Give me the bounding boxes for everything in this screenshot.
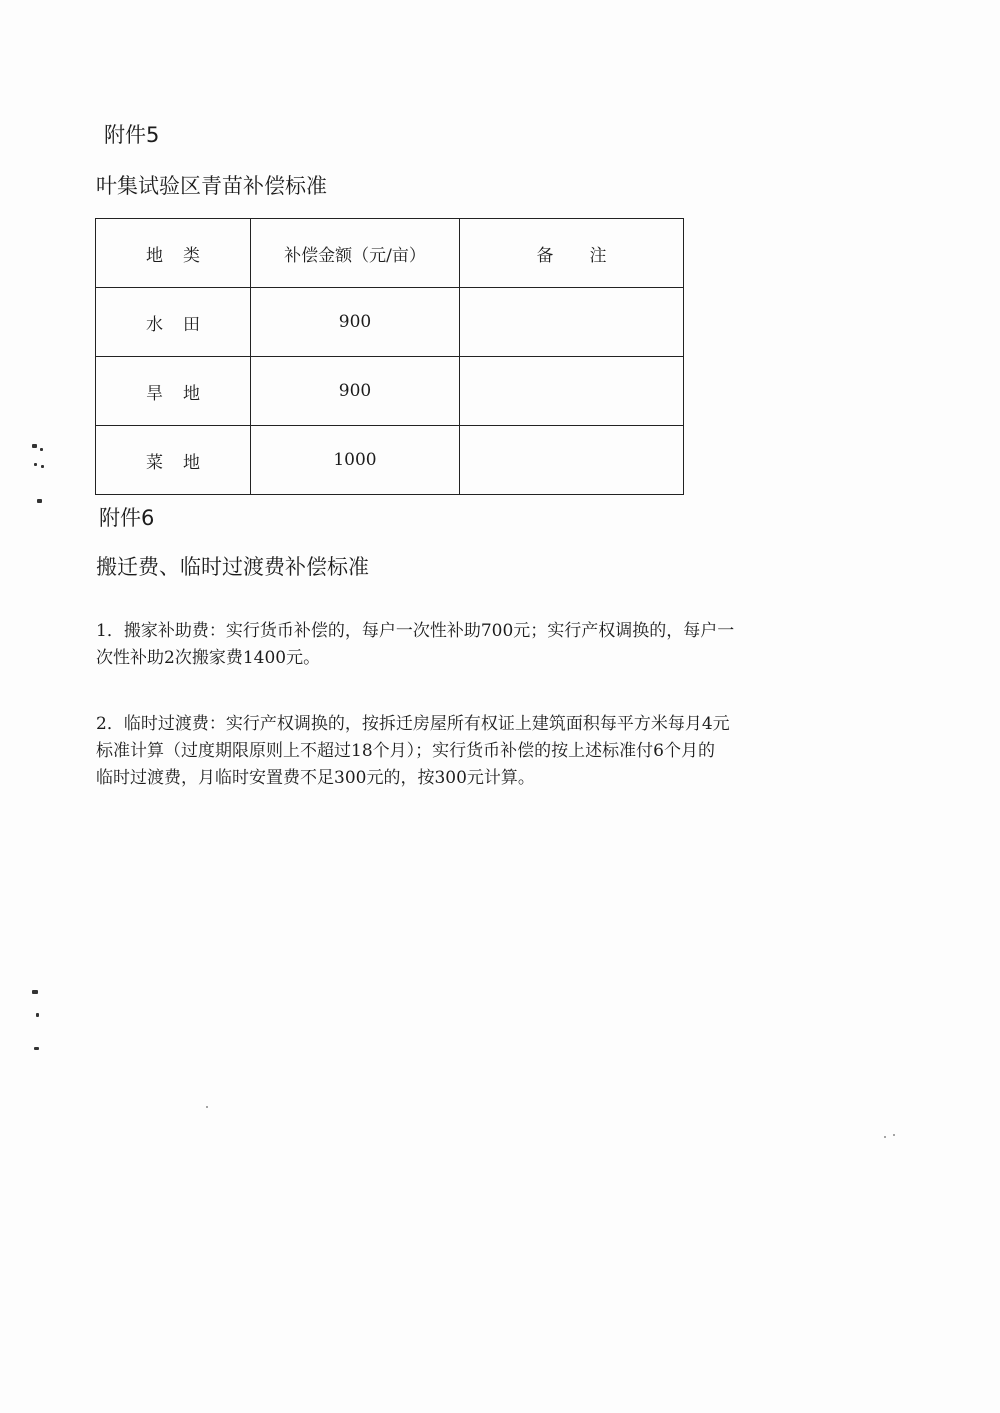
cell-land-type <box>96 357 251 426</box>
land-type-char-2: 田 <box>183 314 200 335</box>
table-row <box>96 357 684 426</box>
scan-speck <box>34 463 37 466</box>
scan-speck <box>32 444 37 448</box>
scan-speck <box>884 1136 886 1138</box>
land-type-char-2: 地 <box>183 452 200 473</box>
attachment-6-title: 搬迁费、临时过渡费补偿标准 <box>96 555 369 579</box>
cell-land-type <box>96 426 251 495</box>
scan-speck <box>206 1106 208 1108</box>
header-land-type-char-1: 地 <box>146 245 163 266</box>
scan-speck <box>893 1134 895 1136</box>
scan-speck <box>34 1047 39 1050</box>
paragraph-line: 次性补助2次搬家费1400元。 <box>96 648 321 668</box>
paragraph-moving-subsidy <box>96 618 856 672</box>
header-note-char-1: 备 <box>536 245 554 266</box>
paragraph-transition-fee <box>96 711 856 792</box>
cell-note <box>460 426 684 495</box>
cell-note <box>460 357 684 426</box>
scan-speck <box>37 499 42 503</box>
header-note <box>460 219 684 288</box>
table-row <box>96 426 684 495</box>
header-note-char-2: 注 <box>589 245 607 266</box>
attachment-6-label: 附件6 <box>99 506 155 530</box>
paragraph-line: 2．临时过渡费：实行产权调换的，按拆迁房屋所有权证上建筑面积每平方米每月4元 <box>96 714 730 734</box>
cell-amount: 900 <box>251 357 460 426</box>
land-type-char-2: 地 <box>183 383 200 404</box>
cell-amount: 900 <box>251 288 460 357</box>
land-type-char-1: 水 <box>146 314 163 335</box>
attachment-5-title: 叶集试验区青苗补偿标准 <box>96 174 327 198</box>
table-header-row <box>96 219 684 288</box>
scan-speck <box>36 1013 39 1017</box>
header-land-type <box>96 219 251 288</box>
paragraph-line: 临时过渡费，月临时安置费不足300元的，按300元计算。 <box>96 768 535 788</box>
cell-land-type <box>96 288 251 357</box>
cell-note <box>460 288 684 357</box>
cell-amount: 1000 <box>251 426 460 495</box>
scan-speck <box>40 448 43 451</box>
paragraph-line: 标准计算（过度期限原则上不超过18个月）；实行货币补偿的按上述标准付6个月的 <box>96 741 715 761</box>
table-row <box>96 288 684 357</box>
scan-speck <box>32 990 38 994</box>
header-amount: 补偿金额（元/亩） <box>251 219 460 288</box>
compensation-table <box>95 218 684 495</box>
land-type-char-1: 菜 <box>146 452 163 473</box>
header-land-type-char-2: 类 <box>183 245 200 266</box>
attachment-5-label: 附件5 <box>104 123 160 147</box>
paragraph-line: 1．搬家补助费：实行货币补偿的，每户一次性补助700元；实行产权调换的，每户一 <box>96 621 735 641</box>
land-type-char-1: 旱 <box>146 383 163 404</box>
scan-speck <box>41 465 44 468</box>
